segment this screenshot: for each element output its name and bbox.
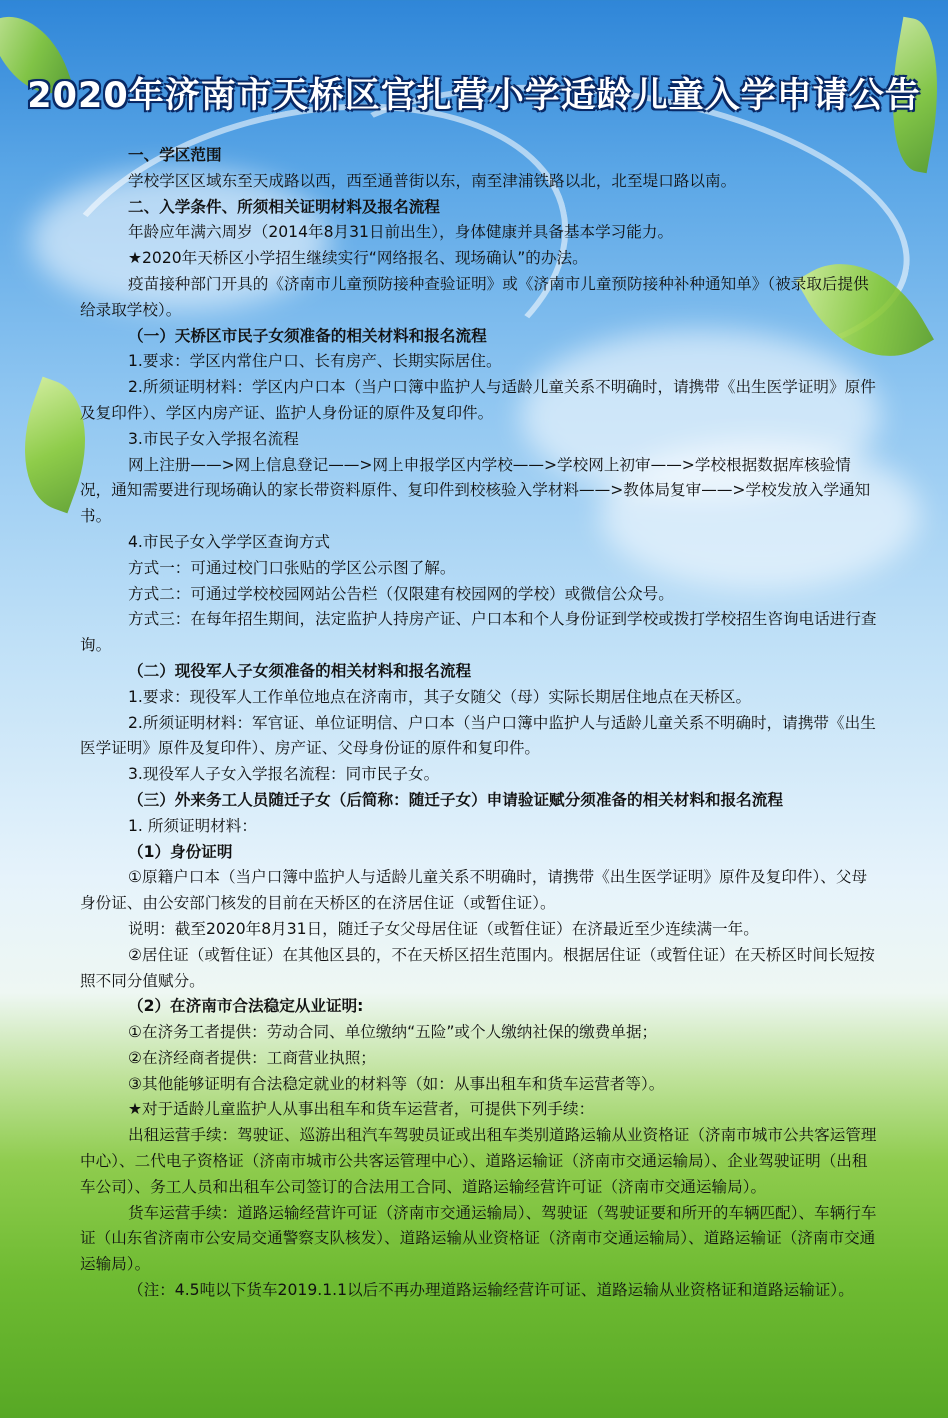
paragraph: ②居住证（或暂住证）在其他区县的，不在天桥区招生范围内。根据居住证（或暂住证）在天桥区时间长短按照不同分值赋分。 [80, 945, 875, 990]
paragraph: 3.市民子女入学报名流程 [128, 429, 299, 448]
paragraph: 3.现役军人子女入学报名流程：同市民子女。 [128, 765, 440, 784]
paragraph: ★2020年天桥区小学招生继续实行“网络报名、现场确认”的办法。 [128, 249, 588, 268]
page-title: 2020年济南市天桥区官扎营小学适龄儿童入学申请公告 [27, 76, 921, 116]
paragraph: ③其他能够证明有合法稳定就业的材料等（如：从事出租车和货车运营者等）。 [128, 1074, 665, 1093]
paragraph: ①在济务工者提供：劳动合同、单位缴纳“五险”或个人缴纳社保的缴费单据； [128, 1023, 658, 1042]
paragraph: ①原籍户口本（当户口簿中监护人与适龄儿童关系不明确时，请携带《出生医学证明》原件及复印件）、父母身份证、由公安部门核发的目前在天桥区的在济居住证（或暂住证）。 [80, 868, 868, 913]
paragraph: 出租运营手续：驾驶证、巡游出租汽车驾驶员证或出租车类别道路运输从业资格证（济南市城市公共客运管理中心）、二代电子资格证（济南市城市公共客运管理中心）、道路运输证（济南市交通运输局）、企业驾驶证明（出租车公司）、务工人员和出租车公司签订的合法用工合同、道路运输经营许可证（济南市交通运输局）。 [80, 1126, 877, 1196]
subsection-heading: （三）外来务工人员随迁子女（后简称：随迁子女）申请验证赋分须准备的相关材料和报名流程 [128, 790, 783, 809]
paragraph: 疫苗接种部门开具的《济南市儿童预防接种查验证明》或《济南市儿童预防接种补种通知单》（被录取后提供给录取学校）。 [80, 274, 869, 319]
paragraph: 4.市民子女入学学区查询方式 [128, 532, 331, 551]
paragraph: 2.所须证明材料：学区内户口本（当户口簿中监护人与适龄儿童关系不明确时，请携带《出生医学证明》原件及复印件）、学区内房产证、监护人身份证的原件及复印件。 [80, 378, 876, 422]
subsection-heading: （1）身份证明 [128, 842, 233, 861]
paragraph: 方式一：可通过校门口张贴的学区公示图了解。 [128, 558, 456, 577]
paragraph: 方式二：可通过学校校园网站公告栏（仅限建有校园网的学校）或微信公众号。 [128, 584, 674, 603]
paragraph: 货车运营手续：道路运输经营许可证（济南市交通运输局）、驾驶证（驾驶证要和所开的车辆匹配）、车辆行车证（山东省济南市公安局交通警察支队核发）、道路运输从业资格证（济南市交通运输局）、道路运输证（济南市交通运输局）。 [80, 1203, 877, 1274]
paragraph: 网上注册——>网上信息登记——>网上申报学区内学校——>学校网上初审——>学校根据数据库核验情况，通知需要进行现场确认的家长带资料原件、复印件到校核验入学材料——>教体局复审——>学校发放入学通知书。 [80, 455, 871, 526]
paragraph: 1. 所须证明材料： [128, 816, 257, 835]
paragraph: （注：4.5吨以下货车2019.1.1以后不再办理道路运输经营许可证、道路运输从业资格证和道路运输证）。 [128, 1281, 854, 1300]
section-heading: 一、学区范围 [128, 146, 222, 164]
paragraph: 学校学区区域东至天成路以西，西至通普街以东，南至津浦铁路以北，北至堤口路以南。 [128, 171, 737, 190]
announcement-body [80, 143, 880, 1304]
paragraph: 方式三：在每年招生期间，法定监护人持房产证、户口本和个人身份证到学校或拨打学校招生咨询电话进行查询。 [80, 610, 877, 655]
paragraph: 年龄应年满六周岁（2014年8月31日前出生），身体健康并具备基本学习能力。 [128, 223, 674, 242]
section-heading: 二、入学条件、所须相关证明材料及报名流程 [128, 197, 440, 216]
paragraph: 1.要求：学区内常住户口、长有房产、长期实际居住。 [128, 352, 502, 371]
paragraph: ②在济经商者提供：工商营业执照； [128, 1048, 376, 1067]
paragraph: 说明：截至2020年8月31日，随迁子女父母居住证（或暂住证）在济最近至少连续满一年。 [128, 919, 759, 938]
paragraph: 2.所须证明材料：军官证、单位证明信、户口本（当户口簿中监护人与适龄儿童关系不明确时，请携带《出生医学证明》原件及复印件）、房产证、父母身份证的原件和复印件。 [80, 713, 876, 758]
subsection-heading: （一）天桥区市民子女须准备的相关材料和报名流程 [128, 326, 487, 345]
subsection-heading: （二）现役军人子女须准备的相关材料和报名流程 [128, 661, 472, 680]
subsection-heading: （2）在济南市合法稳定从业证明: [128, 997, 364, 1016]
paragraph: 1.要求：现役军人工作单位地点在济南市，其子女随父（母）实际长期居住地点在天桥区。 [128, 687, 752, 706]
paragraph: ★对于适龄儿童监护人从事出租车和货车运营者，可提供下列手续： [128, 1100, 595, 1119]
